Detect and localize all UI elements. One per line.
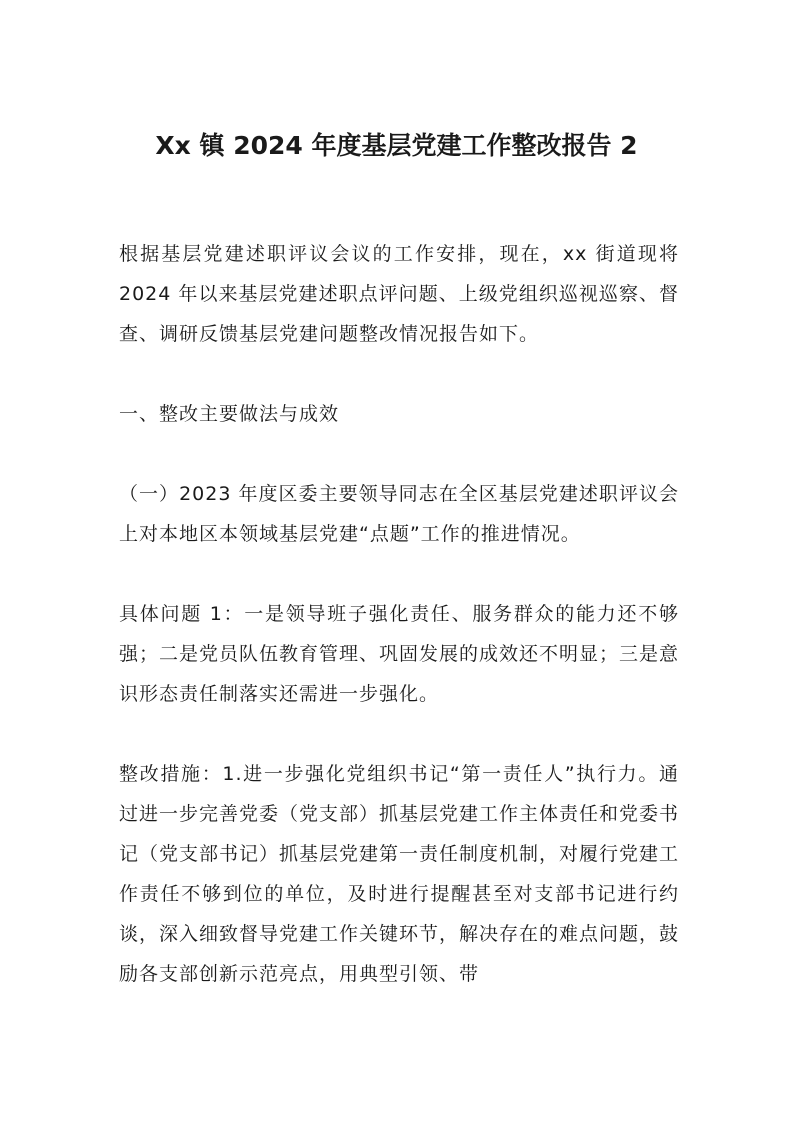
paragraph-gap: [119, 434, 679, 474]
paragraph-gap: [119, 354, 679, 394]
document-title: Xx 镇 2024 年度基层党建工作整改报告 2: [155, 131, 638, 160]
document-body: [119, 234, 679, 994]
problem-paragraph-1: 具体问题 1：一是领导班子强化责任、服务群众的能力还不够强；二是党员队伍教育管理、巩固发展的成效还不明显；三是意识形态责任制落实还需进一步强化。: [119, 603, 680, 705]
measures-paragraph-1: 整改措施：1.进一步强化党组织书记“第一责任人”执行力。通过进一步完善党委（党支部）抓基层党建工作主体责任和党委书记（党支部书记）抓基层党建第一责任制度机制，对履行党建工作责任不够到位的单位，及时进行提醒甚至对支部书记进行约谈，深入细致督导党建工作关键环节，解决存在的难点问题，鼓励各支部创新示范亮点，用典型引领、带: [119, 763, 680, 985]
paragraph-gap: [119, 554, 679, 594]
paragraph-gap: [119, 714, 679, 754]
paragraph-intro: 根据基层党建述职评议会议的工作安排，现在，xx 街道现将 2024 年以来基层党建述职点评问题、上级党组织巡视巡察、督查、调研反馈基层党建问题整改情况报告如下。: [119, 243, 679, 345]
section-heading-1: 一、整改主要做法与成效: [119, 403, 340, 425]
subsection-heading-1: （一）2023 年度区委主要领导同志在全区基层党建述职评议会上对本地区本领域基层党建“点题”工作的推进情况。: [119, 483, 679, 545]
